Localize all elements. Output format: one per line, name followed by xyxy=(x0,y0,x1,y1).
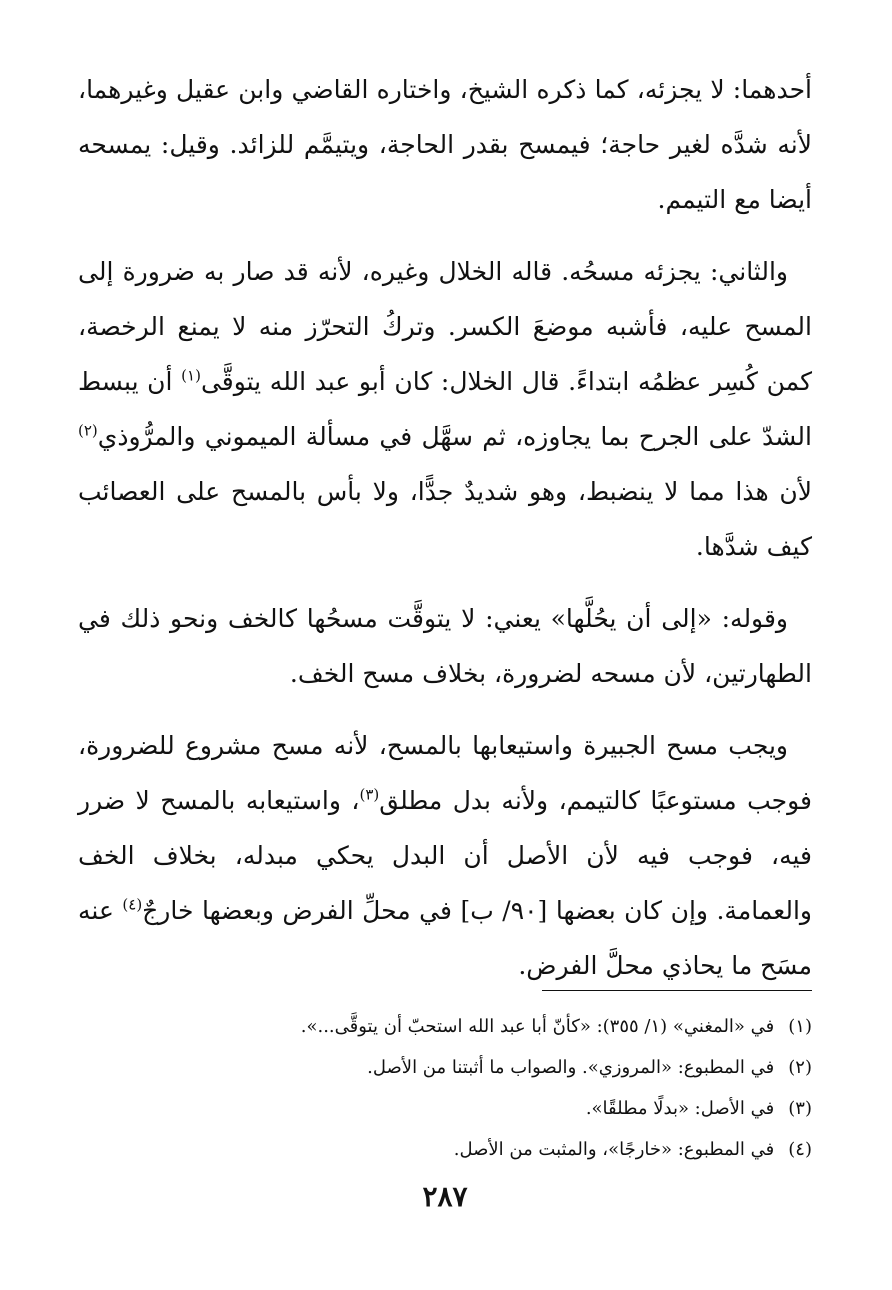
paragraph-4 xyxy=(78,718,812,993)
footnote-number: (١) xyxy=(788,1016,812,1037)
footnote-text: في المطبوع: «خارجًا»، والمثبت من الأصل. xyxy=(453,1139,775,1160)
footnote-ref-4[interactable]: (٤) xyxy=(122,895,143,914)
footnote-4 xyxy=(78,1129,812,1170)
footnote-2 xyxy=(78,1047,812,1088)
footnote-text: في «المغني» (١/ ٣٥٥): «كأنّ أبا عبد الله استحبّ أن يتوقَّى...». xyxy=(300,1016,775,1037)
footnotes xyxy=(78,1006,812,1170)
footnote-text: في المطبوع: «المروزي». والصواب ما أثبتنا من الأصل. xyxy=(367,1057,775,1078)
page-number: ٢٨٧ xyxy=(422,1180,468,1213)
paragraph-1 xyxy=(78,62,812,227)
paragraph-text: والثاني: يجزئه مسحُه. قاله الخلال وغيره، لأنه قد صار به ضرورة إلى المسح عليه، فأشبه موضعَ الكسر. وتركُ التحرّز منه لا يمنع الرخصة، كمن كُسِر عظمُه ابتداءً. قال الخلال: كان أبو عبد الله يتوقَّى xyxy=(78,257,812,396)
footnote-number: (٢) xyxy=(788,1057,812,1078)
footnote-ref-3[interactable]: (٣) xyxy=(359,785,380,804)
footnote-number: (٣) xyxy=(788,1098,812,1119)
footnote-number: (٤) xyxy=(788,1139,812,1160)
paragraph-3 xyxy=(78,591,812,701)
paragraph-text: ، واستيعابه بالمسح لا ضرر فيه، فوجب فيه لأن الأصل أن البدل يحكي مبدله، بخلاف الخف والعمامة. وإن كان بعضها [٩٠/ ب] في محلِّ الفرض وبعضها خارجٌ xyxy=(78,786,812,925)
paragraph-2 xyxy=(78,244,812,574)
paragraph-text: أن يبسط الشدّ على الجرح بما يجاوزه، ثم سهَّل في مسألة الميموني والمرُّوذي xyxy=(78,367,812,451)
footnote-divider xyxy=(542,990,812,991)
paragraph-text: ويجب مسح الجبيرة واستيعابها بالمسح، لأنه مسح مشروع للضرورة، فوجب مستوعبًا كالتيمم، ولأنه بدل مطلق xyxy=(78,731,812,815)
page-content xyxy=(78,62,812,1290)
paragraph-text: وقوله: «إلى أن يحُلَّها» يعني: لا يتوقَّت مسحُها كالخف ونحو ذلك في الطهارتين، لأن مسحه لضرورة، بخلاف مسح الخف. xyxy=(78,604,812,688)
paragraph-text: عنه مسَح ما يحاذي محلَّ الفرض. xyxy=(78,896,812,980)
paragraph-text: لأن هذا مما لا ينضبط، وهو شديدٌ جدًّا، ولا بأس بالمسح على العصائب كيف شدَّها. xyxy=(78,477,812,561)
footnote-ref-2[interactable]: (٢) xyxy=(78,421,98,440)
footnote-text: في الأصل: «بدلًا مطلقًا». xyxy=(585,1098,775,1119)
footnote-1 xyxy=(78,1006,812,1047)
footnote-ref-1[interactable]: (١) xyxy=(181,366,201,385)
main-text xyxy=(78,62,812,993)
footnote-3 xyxy=(78,1088,812,1129)
paragraph-text: أحدهما: لا يجزئه، كما ذكره الشيخ، واختاره القاضي وابن عقيل وغيرهما، لأنه شدَّه لغير حاجة؛ فيمسح بقدر الحاجة، ويتيمَّم للزائد. وقيل: يمسحه أيضا مع التيمم. xyxy=(78,75,812,214)
